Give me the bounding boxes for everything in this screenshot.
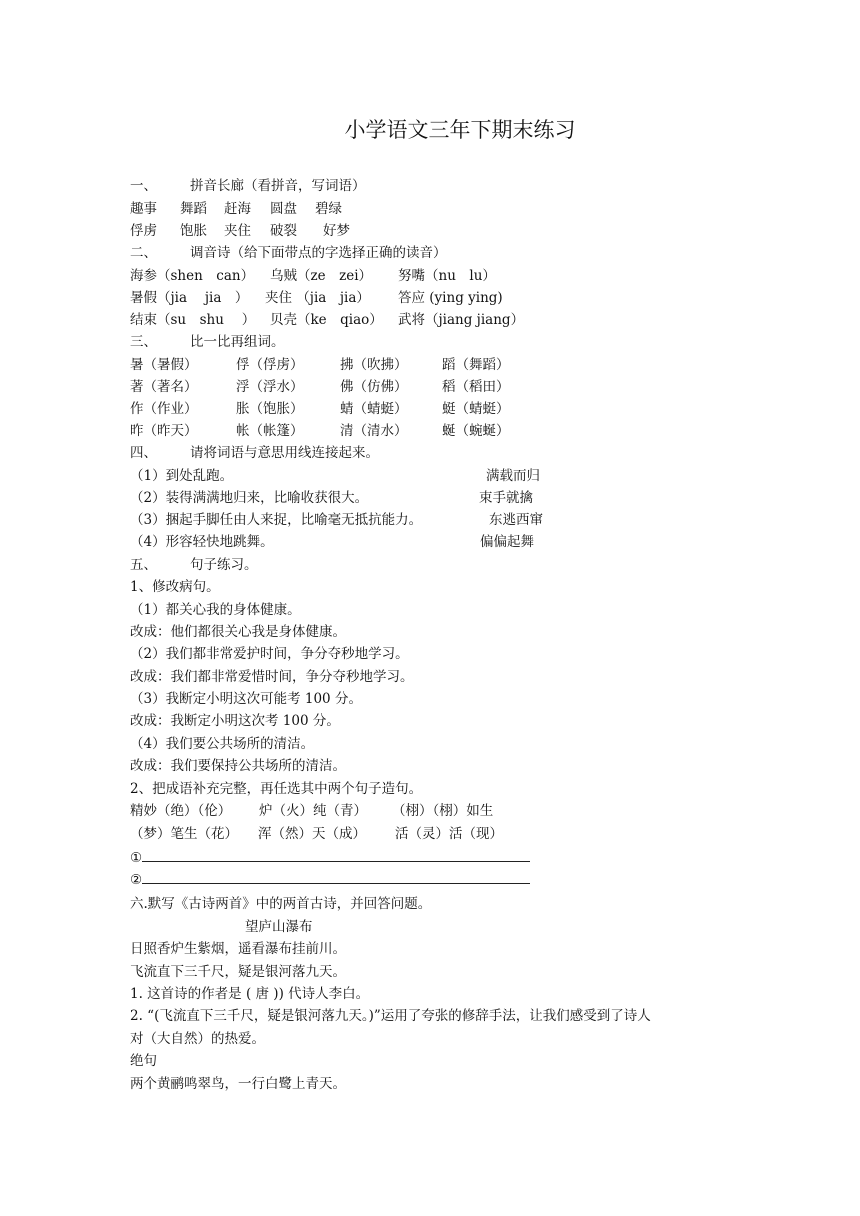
pinyin-row (130, 289, 503, 307)
section-6-heading: 六.默写《古诗两首》中的两首古诗，并回答问题。 (130, 896, 432, 912)
compare-row (130, 400, 510, 418)
sentence-line: （2）我们都非常爱护时间，争分夺秒地学习。 (130, 646, 409, 662)
section-2-heading (130, 244, 447, 262)
idiom: （梦）笔生（花） (130, 826, 238, 842)
section-number: 三、 (130, 334, 157, 350)
compare-item: 蜓（蜻蜓） (442, 401, 510, 417)
section-number: 二、 (130, 245, 157, 261)
idiom-row (130, 802, 493, 820)
sentence-line: 改成：我断定小明这次考 100 分。 (130, 713, 340, 729)
section-number: 五、 (130, 557, 157, 573)
poem-line: 两个黄鹂鸣翠鸟，一行白鹭上青天。 (130, 1076, 346, 1092)
word: 破裂 (270, 223, 297, 239)
section-number: 一、 (130, 178, 157, 194)
match-right: 东逃西窜 (489, 512, 543, 528)
match-left: （2）装得满满地归来，比喻收获很大。 (130, 490, 369, 506)
compare-item: 昨（昨天） (130, 423, 198, 439)
word: 趣事 (130, 201, 157, 217)
sentence-line: 改成：他们都很关心我是身体健康。 (130, 624, 346, 640)
word: 俘虏 (130, 223, 157, 239)
pinyin-row (130, 311, 524, 329)
section-title: 请将词语与意思用线连接起来。 (190, 445, 379, 461)
compare-item: 蜻（蜻蜓） (340, 401, 408, 417)
idiom: 活（灵）活（现） (395, 826, 503, 842)
word: 圆盘 (270, 201, 297, 217)
sentence-line: （3）我断定小明这次可能考 100 分。 (130, 691, 362, 707)
compare-item: 稻（稻田） (442, 379, 510, 395)
subsection-title: 2、把成语补充完整，再任选其中两个句子造句。 (130, 781, 423, 797)
answer-blank (130, 871, 530, 889)
section-5-heading (130, 556, 258, 574)
idiom: 炉（火）纯（青） (259, 803, 367, 819)
word: 赶海 (224, 201, 251, 217)
question: 1. 这首诗的作者是 ( 唐 )) 代诗人李白。 (130, 986, 370, 1002)
idiom: 精妙（绝）（伦） (130, 803, 232, 819)
word-row (130, 222, 350, 240)
compare-item: 蹈（舞蹈） (442, 357, 510, 373)
word: 好梦 (323, 223, 350, 239)
sentence-line: （1）都关心我的身体健康。 (130, 602, 301, 618)
pinyin-item: 海参（shen can） (130, 268, 255, 284)
section-3-heading (130, 333, 285, 351)
compare-item: 清（清水） (340, 423, 408, 439)
poem-line: 日照香炉生紫烟，遥看瀑布挂前川。 (130, 941, 346, 957)
sentence-line: 改成：我们要保持公共场所的清洁。 (130, 758, 346, 774)
question-continued: 对（大自然）的热爱。 (130, 1031, 265, 1047)
compare-item: 俘（俘虏） (236, 357, 304, 373)
page-title: 小学语文三年下期末练习 (344, 118, 576, 142)
compare-item: 帐（帐篷） (236, 423, 304, 439)
pinyin-item: 答应 (ying ying) (398, 290, 503, 306)
compare-row (130, 356, 510, 374)
pinyin-item: 努嘴（nu lu） (398, 268, 496, 284)
match-left: （1）到处乱跑。 (130, 468, 234, 484)
pinyin-item: 暑假（jia jia ） (130, 290, 249, 306)
compare-item: 浮（浮水） (236, 379, 304, 395)
section-title: 句子练习。 (190, 557, 258, 573)
word: 碧绿 (315, 201, 342, 217)
word: 夹住 (224, 223, 251, 239)
compare-item: 著（著名） (130, 379, 198, 395)
word: 舞蹈 (180, 201, 207, 217)
word: 饱胀 (180, 223, 207, 239)
section-4-heading (130, 444, 379, 462)
subsection-title: 1、修改病句。 (130, 579, 220, 595)
pinyin-item: 贝壳（ke qiao） (270, 312, 383, 328)
section-number: 四、 (130, 445, 157, 461)
answer-blank (130, 849, 530, 867)
compare-row (130, 422, 510, 440)
pinyin-item: 结束（su shu ） (130, 312, 256, 328)
word-row (130, 200, 342, 218)
pinyin-item: 武将（jiang jiang） (398, 312, 525, 328)
section-1-heading (130, 177, 366, 195)
compare-item: 佛（仿佛） (340, 379, 408, 395)
idiom: 浑（然）天（成） (258, 826, 366, 842)
match-right: 偏偏起舞 (480, 534, 534, 550)
idiom-row (130, 825, 503, 843)
compare-item: 暑（暑假） (130, 357, 198, 373)
question: 2. “(飞流直下三千尺，疑是银河落九天。)”运用了夸张的修辞手法，让我们感受到了诗人 (130, 1008, 651, 1024)
poem-title: 绝句 (130, 1053, 157, 1069)
pinyin-item: 夹住 （jia jia） (265, 290, 370, 306)
section-title: 拼音长廊（看拼音，写词语） (190, 178, 366, 194)
idiom: （栩）（栩）如生 (392, 803, 494, 819)
blank-line (142, 849, 530, 862)
compare-row (130, 378, 510, 396)
match-right: 束手就擒 (479, 490, 533, 506)
sentence-line: （4）我们要公共场所的清洁。 (130, 736, 315, 752)
poem-line: 飞流直下三千尺，疑是银河落九天。 (130, 964, 346, 980)
poem-title: 望庐山瀑布 (245, 919, 313, 935)
section-title: 比一比再组词。 (190, 334, 285, 350)
blank-marker: ① (130, 850, 143, 866)
blank-marker: ② (130, 872, 143, 888)
pinyin-row (130, 267, 496, 285)
compare-item: 蜒（蜿蜒） (442, 423, 510, 439)
section-title: 调音诗（给下面带点的字选择正确的读音） (190, 245, 447, 261)
match-left: （3）捆起手脚任由人来捉，比喻毫无抵抗能力。 (130, 512, 423, 528)
compare-item: 拂（吹拂） (340, 357, 408, 373)
sentence-line: 改成：我们都非常爱惜时间，争分夺秒地学习。 (130, 669, 414, 685)
match-right: 满载而归 (486, 468, 540, 484)
pinyin-item: 乌贼（ze zei） (270, 268, 373, 284)
compare-item: 胀（饱胀） (236, 401, 304, 417)
compare-item: 作（作业） (130, 401, 198, 417)
blank-line (142, 871, 530, 884)
match-left: （4）形容轻快地跳舞。 (130, 534, 274, 550)
